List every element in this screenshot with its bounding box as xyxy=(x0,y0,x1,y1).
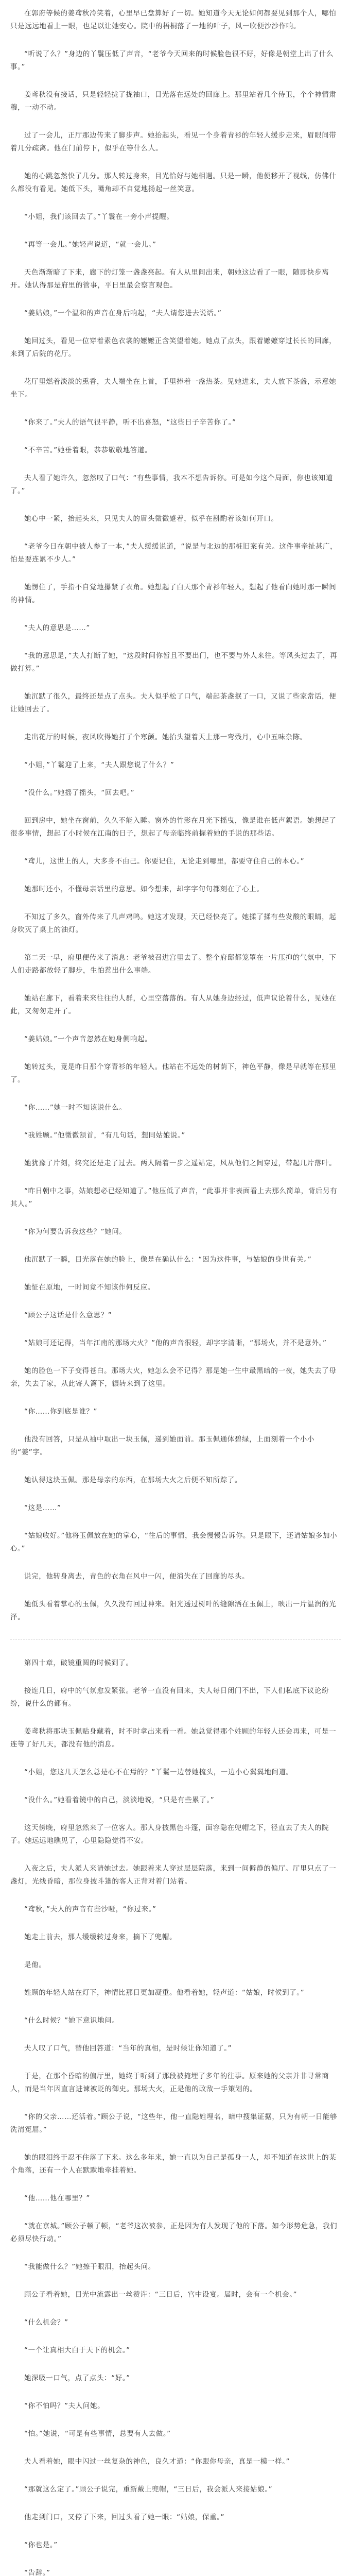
paragraph: 姜鸢秋没有接话，只是轻轻拢了拢袖口，目光落在远处的回廊上。那里站着几个侍卫，个个神情肃穆，一动不动。 xyxy=(10,91,337,112)
paragraph: “就在京城。”顾公子顿了顿，“老爷这次被参，正是因为有人发现了他的下落。如今形势危急，我们必须尽快行动。” xyxy=(10,2222,338,2243)
paragraph: “我的意思是，”夫人打断了她，“这段时间你暂且不要出门，也不要与外人来往。等风头过去了，再做打算。” xyxy=(10,652,338,673)
paragraph: 她走上前去，那人缓缓转过身来，摘下了兜帽。 xyxy=(24,1933,177,1941)
paragraph: 过了一会儿，正厅那边传来了脚步声。她抬起头，看见一个身着青衫的年轻人缓步走来，眉眼间带着几分疏离。他在门前停下，似乎在等什么人。 xyxy=(10,131,337,152)
paragraph: 她沉默了很久，最终还是点了点头。夫人似乎松了口气，端起茶盏抿了一口，又说了些家常话，便让她回去了。 xyxy=(10,692,337,714)
paragraph: 他走到门口，又停了下来，回过头看了她一眼：“姑娘，保重。” xyxy=(24,2513,225,2521)
paragraph: “你……”她一时不知该说什么。 xyxy=(24,1104,127,1112)
paragraph: “怕。”她说，“可是有些事情，总要有人去做。” xyxy=(24,2430,171,2438)
paragraph: “不辛苦。”她垂着眼，恭恭敬敬地答道。 xyxy=(24,446,152,454)
paragraph: 姓顾的年轻人站在灯下，神情比那日更加凝重。他看着她，轻声道：“姑娘，时候到了。” xyxy=(24,1989,305,1997)
paragraph: 花厅里燃着淡淡的熏香，夫人端坐在上首，手里捧着一盏热茶。见她进来，夫人放下茶盏，示意她坐下。 xyxy=(10,378,337,399)
paragraph: “什么时候？”她下意识地问。 xyxy=(24,2016,119,2025)
paragraph: “夫人的意思是……” xyxy=(24,624,90,632)
paragraph: 不知过了多久，窗外传来了几声鸡鸣。她这才发现，天已经快亮了。她揉了揉有些发酸的眼睛，起身吹灭了桌上的油灯。 xyxy=(10,913,337,934)
paragraph: “老爷今日在朝中被人参了一本，”夫人缓缓说道，“说是与北边的那桩旧案有关。这件事牵扯甚广，怕是要连累不少人。” xyxy=(10,543,338,564)
paragraph: “听说了么？”身边的丫鬟压低了声音，“老爷今天回来的时候脸色很不好，好像是朝堂上出了什么事。” xyxy=(10,50,334,71)
paragraph: 说完，他转身离去，青色的衣角在风中一闪，便消失在了回廊的尽头。 xyxy=(24,1572,250,1581)
paragraph: 是他。 xyxy=(24,1961,46,1969)
paragraph: 姜鸢秋将那块玉佩贴身藏着，时不时拿出来看一看。她总觉得那个姓顾的年轻人还会再来，可是一连等了好几天，都没有他的消息。 xyxy=(10,1727,337,1749)
paragraph: “一个让真相大白于天下的机会。” xyxy=(24,2346,130,2354)
paragraph: “昨日朝中之事，姑娘想必已经知道了。”他压低了声音，“此事并非表面看上去那么简单，背后另有其人。” xyxy=(10,1187,338,1208)
paragraph: “你为何要告诉我这些？”她问。 xyxy=(24,1228,127,1236)
paragraph: 第二天一早，府里便传来了消息：老爷被召进宫里去了。整个府邸都笼罩在一片压抑的气氛中，下人们走路都放轻了脚步，生怕惹出什么事端。 xyxy=(10,954,337,975)
paragraph: 她低头看着掌心的玉佩，久久没有回过神来。阳光透过树叶的缝隙洒在玉佩上，映出一片温润的光泽。 xyxy=(10,1600,337,1621)
paragraph: “姑娘收好。”他将玉佩放在她的掌心，“往后的事情，我会慢慢告诉你。只是眼下，还请姑娘多加小心。” xyxy=(10,1532,338,1553)
paragraph: “你来了。”夫人的语气很平静，听不出喜怒，“这些日子辛苦你了。” xyxy=(24,418,236,427)
paragraph: 走出花厅的时候，夜风吹得她打了个寒颤。她抬头望着天上那一弯残月，心中五味杂陈。 xyxy=(24,733,307,741)
paragraph: 他沉默了一瞬，目光落在她的脸上，像是在确认什么：“因为这件事，与姑娘的身世有关。” xyxy=(24,1256,312,1264)
paragraph: 他没有回答，只是从袖中取出一块玉佩，递到她面前。那玉佩通体碧绿，上面刻着一个小小的“姜”字。 xyxy=(10,1435,314,1456)
paragraph: “姜姑娘，”一个温和的声音在身后响起，“夫人请您进去说话。” xyxy=(24,309,222,317)
article-part-1 xyxy=(10,7,341,1624)
paragraph: 她的心跳忽然快了几分。那人转过身来，目光恰好与她相遇。只是一瞬，他便移开了视线，仿佛什么都没有看见。她低下头，嘴角却不自觉地扬起一丝笑意。 xyxy=(10,172,337,193)
paragraph: “那就这么定了。”顾公子说完，重新戴上兜帽，“三日后，我会派人来接姑娘。” xyxy=(24,2485,273,2494)
paragraph: “什么机会？” xyxy=(24,2318,68,2327)
paragraph: “我姓顾。”他微微颔首，“有几句话，想同姑娘说。” xyxy=(24,1131,185,1140)
paragraph: 这天傍晚，府里忽然来了一位客人。那人身披黑色斗篷，面容隐在兜帽之下，径直去了夫人的院子。她远远地瞧见了，心里隐隐觉得不安。 xyxy=(10,1824,329,1845)
paragraph: 于是，在那个昏暗的偏厅里，她终于听到了那段被掩埋了多年的往事。原来她的父亲并非寻常商人，而是当年因直言进谏被贬的御史。那场大火，正是他的政敌一手策划的。 xyxy=(10,2072,329,2093)
paragraph: “小姐，您这几天怎么总是心不在焉的？”丫鬟一边替她梳头，一边小心翼翼地问道。 xyxy=(24,1768,293,1776)
paragraph: “姜姑娘。”一个声音忽然在她身侧响起。 xyxy=(24,1035,152,1043)
paragraph: 在郭府等候的姜鸢秋冷笑着，心里早已盘算好了一切。她知道今天无论如何都要见到那个人，哪怕只是远远地看上一眼，也足以让她安心。院中的梧桐落了一地的叶子，风一吹便沙沙作响。 xyxy=(10,9,337,30)
paragraph: “鸢儿，这世上的人，大多身不由己。你要记住，无论走到哪里，都要守住自己的本心。” xyxy=(24,857,305,866)
paragraph: “没什么。”她摇了摇头，“回去吧。” xyxy=(24,789,135,797)
article-part-2 xyxy=(10,1685,341,2576)
paragraph: “他……他在哪里？” xyxy=(24,2194,90,2202)
paragraph: 她的脸色一下子变得苍白。那场大火，她怎么会不记得？那是她一生中最黑暗的一夜，她失去了母亲，失去了家，从此寄人篱下，辗转来到了这里。 xyxy=(10,1367,337,1388)
paragraph: 回到房中，她坐在窗前，久久不能入睡。窗外的竹影在月光下摇曳，像是谁在低声絮语。她想起了很多事情，想起了小时候在江南的日子，想起了母亲临终前握着她的手说的那些话。 xyxy=(10,817,337,838)
paragraph: 她回过头，看见一位穿着素色衣裳的嬷嬷正含笑望着她。她点了点头，跟着嬷嬷穿过长长的回廊，来到了后院的花厅。 xyxy=(10,337,337,358)
paragraph: 接连几日，府中的气氛愈发紧张。老爷一直没有回来，夫人每日闭门不出，下人们私底下议论纷纷，说什么的都有。 xyxy=(10,1687,329,1708)
paragraph: 她的眼泪终于忍不住落了下来。这么多年来，她一直以为自己是孤身一人，却不知道在这世上的某个角落，还有一个人在默默地牵挂着她。 xyxy=(10,2154,337,2175)
paragraph: “鸢秋，”夫人的声音有些沙哑，“你过来。” xyxy=(24,1905,156,1913)
paragraph: 她转过头，竟是昨日那个穿青衫的年轻人。他站在不远处的树荫下，神色平静，像是早就等在那里了。 xyxy=(10,1063,337,1084)
paragraph: 天色渐渐暗了下来，廊下的灯笼一盏盏亮起。有人从里间出来，朝她这边看了一眼，随即快步离开。她认得那是府里的管事，平日里最会察言观色。 xyxy=(10,268,329,290)
paragraph: 夫人看了她许久，忽然叹了口气：“有些事情，我本不想告诉你。可是如今这个局面，你也该知道了。” xyxy=(10,474,333,495)
paragraph: 她犹豫了片刻，终究还是走了过去。两人隔着一步之遥站定，风从他们之间穿过，带起几片落叶。 xyxy=(24,1159,337,1167)
paragraph: 她愣住了，手指不自觉地攥紧了衣角。她想起了白天那个青衫年轻人，想起了他看向她时那一瞬间的神情。 xyxy=(10,583,337,604)
paragraph: “你也是。” xyxy=(24,2541,58,2549)
paragraph: “再等一会儿。”她轻声说道，“就一会儿。” xyxy=(24,241,156,249)
paragraph: 她站在廊下，看着来来往往的人群，心里空落落的。有人从她身边经过，低声议论着什么，见她在此，又匆匆走开了。 xyxy=(10,994,337,1015)
paragraph: “你的父亲……还活着。”顾公子说，“这些年，他一直隐姓埋名，暗中搜集证据，只为有朝一日能够洗清冤屈。” xyxy=(10,2113,338,2134)
paragraph: 她深吸一口气，点了点头：“好。” xyxy=(24,2374,130,2382)
chapter-intro: 第四十章，破镜重圆的时候到了。 xyxy=(24,1659,133,1667)
paragraph: 夫人叹了口气，替他回答道：“当年的真相，是时候让你知道了。” xyxy=(24,2044,232,2053)
paragraph: 她怔在原地，一时间竟不知该作何反应。 xyxy=(24,1283,155,1292)
paragraph: “小姐，”丫鬟迎了上来，“夫人跟您说了什么？” xyxy=(24,761,174,769)
paragraph: “这是……” xyxy=(24,1504,61,1512)
paragraph: 她认得这块玉佩。那是母亲的东西，在那场大火之后便不知所踪了。 xyxy=(24,1476,242,1484)
paragraph: 她那时还小，不懂母亲话里的意思。如今想来，却字字句句都刻在了心上。 xyxy=(24,885,264,893)
paragraph: “你……你到底是谁？” xyxy=(24,1408,98,1416)
paragraph: 入夜之后，夫人派人来请她过去。她跟着来人穿过层层院落，来到一间僻静的偏厅。厅里只点了一盏灯，光线昏暗，那位身披斗篷的客人正背对着门站着。 xyxy=(10,1865,337,1886)
paragraph: “告辞。” xyxy=(24,2569,50,2576)
paragraph: “姑娘可还记得，当年江南的那场大火？”他的声音很轻，却字字清晰，“那场火，并不是意外。” xyxy=(24,1339,327,1347)
paragraph: “顾公子这话是什么意思？” xyxy=(24,1311,112,1319)
paragraph: 顾公子看着她，目光中流露出一丝赞许：“三日后，宫中设宴。届时，会有一个机会。” xyxy=(24,2291,297,2299)
paragraph: “你不怕吗？”夫人问她。 xyxy=(24,2402,105,2410)
paragraph: “小姐，我们该回去了。”丫鬟在一旁小声提醒。 xyxy=(24,213,174,221)
paragraph: “没什么。”她看着镜中的自己，淡淡地说，“只是有些累了。” xyxy=(24,1796,215,1804)
paragraph: 夫人看着她，眼中闪过一丝复杂的神色，良久才道：“你跟你母亲，真是一模一样。” xyxy=(24,2458,290,2466)
paragraph: “我能做什么？”她擦干眼泪，抬起头问。 xyxy=(24,2263,155,2271)
paragraph: 她心中一紧，抬起头来，只见夫人的眉头微微蹙着，似乎在斟酌着该如何开口。 xyxy=(24,515,278,523)
